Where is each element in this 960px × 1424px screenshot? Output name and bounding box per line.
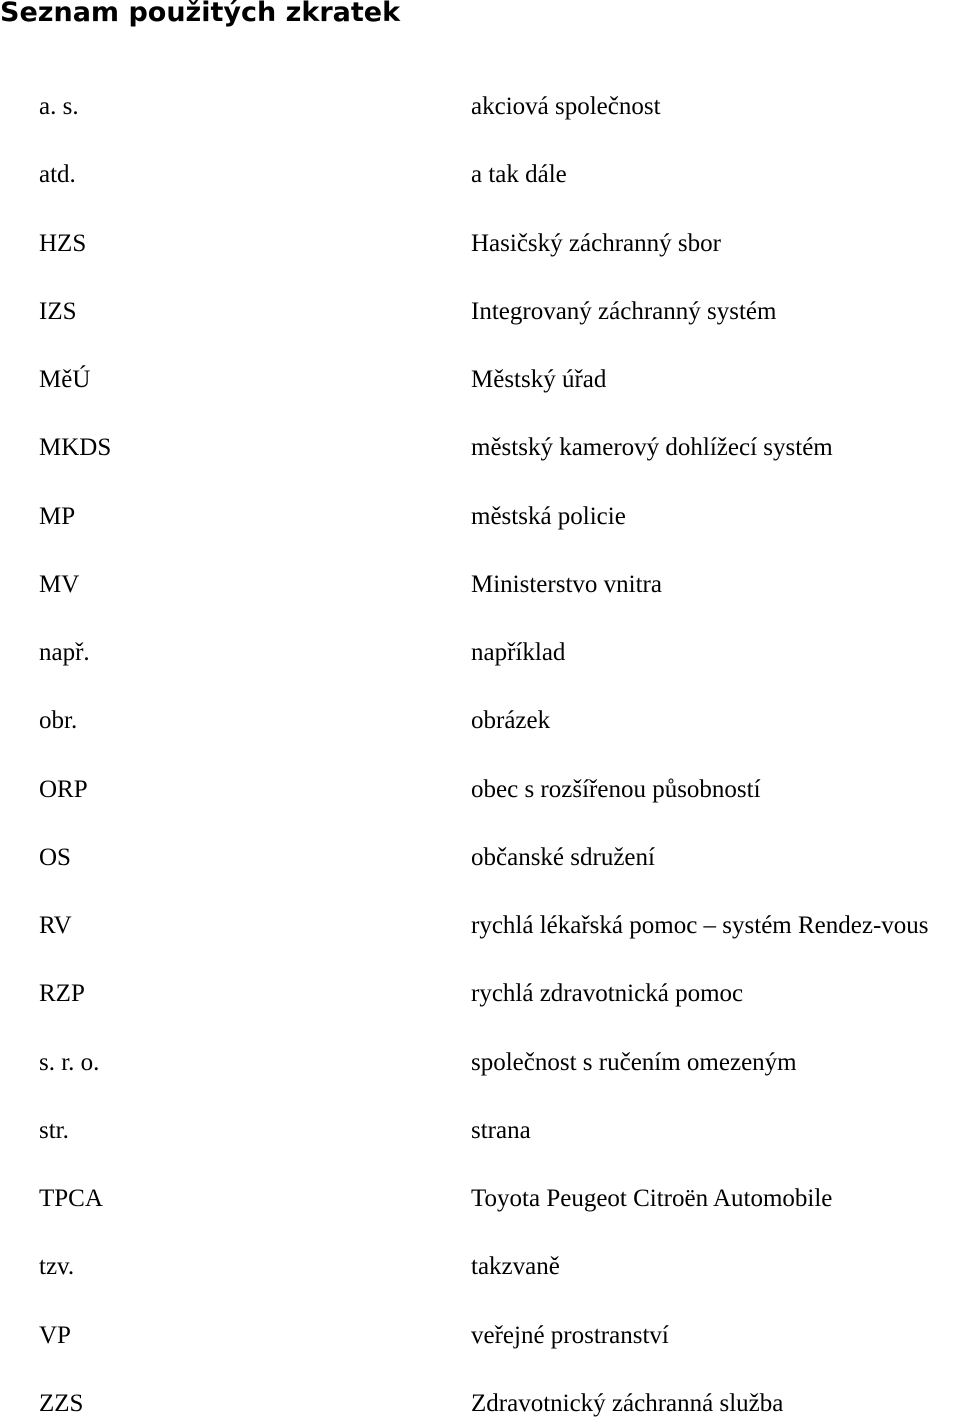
abbreviation-row: [0, 360, 960, 400]
page-title: Seznam použitých zkratek: [0, 0, 401, 28]
abbreviation-meaning: takzvaně: [471, 1253, 560, 1280]
abbreviation-term: RV: [39, 912, 72, 939]
abbreviation-term: IZS: [39, 298, 77, 325]
abbreviation-meaning: rychlá lékařská pomoc – systém Rendez-vous: [471, 912, 929, 939]
abbreviation-meaning: městský kamerový dohlížecí systém: [471, 434, 833, 461]
abbreviation-meaning: strana: [471, 1117, 531, 1144]
abbreviation-row: [0, 1247, 960, 1287]
abbreviation-row: [0, 906, 960, 946]
abbreviation-row: [0, 701, 960, 741]
abbreviation-meaning: Hasičský záchranný sbor: [471, 230, 721, 257]
abbreviation-row: [0, 1179, 960, 1219]
abbreviation-row: [0, 87, 960, 127]
abbreviation-meaning: například: [471, 639, 566, 666]
abbreviation-row: [0, 428, 960, 468]
abbreviation-term: MKDS: [39, 434, 112, 461]
abbreviation-term: HZS: [39, 230, 87, 257]
abbreviation-term: atd.: [39, 161, 76, 188]
abbreviation-term: str.: [39, 1117, 69, 1144]
abbreviation-row: [0, 1316, 960, 1356]
abbreviation-meaning: Městský úřad: [471, 366, 607, 393]
abbreviation-meaning: rychlá zdravotnická pomoc: [471, 980, 744, 1007]
abbreviation-meaning: a tak dále: [471, 161, 567, 188]
abbreviation-term: a. s.: [39, 93, 79, 120]
abbreviation-row: [0, 633, 960, 673]
abbreviation-term: MěÚ: [39, 366, 91, 393]
abbreviation-term: OS: [39, 844, 71, 871]
abbreviation-meaning: společnost s ručením omezeným: [471, 1049, 797, 1076]
abbreviation-term: ZZS: [39, 1390, 84, 1417]
abbreviation-row: [0, 838, 960, 878]
abbreviation-term: ORP: [39, 776, 88, 803]
abbreviation-meaning: akciová společnost: [471, 93, 661, 120]
abbreviation-row: [0, 224, 960, 264]
abbreviation-term: MP: [39, 503, 76, 530]
abbreviation-meaning: veřejné prostranství: [471, 1322, 669, 1349]
abbreviation-row: [0, 1384, 960, 1424]
abbreviation-meaning: Toyota Peugeot Citroën Automobile: [471, 1185, 833, 1212]
abbreviation-term: MV: [39, 571, 80, 598]
abbreviation-meaning: obrázek: [471, 707, 551, 734]
abbreviation-row: [0, 292, 960, 332]
abbreviation-row: [0, 155, 960, 195]
abbreviation-meaning: obec s rozšířenou působností: [471, 776, 761, 803]
abbreviation-term: např.: [39, 639, 90, 666]
abbreviation-meaning: Zdravotnický záchranná služba: [471, 1390, 784, 1417]
abbreviation-row: [0, 1043, 960, 1083]
abbreviation-term: RZP: [39, 980, 85, 1007]
abbreviation-term: tzv.: [39, 1253, 75, 1280]
abbreviation-meaning: občanské sdružení: [471, 844, 655, 871]
abbreviation-meaning: Integrovaný záchranný systém: [471, 298, 777, 325]
abbreviation-row: [0, 565, 960, 605]
abbreviation-meaning: Ministerstvo vnitra: [471, 571, 662, 598]
abbreviation-term: s. r. o.: [39, 1049, 100, 1076]
abbreviation-row: [0, 1111, 960, 1151]
abbreviation-term: TPCA: [39, 1185, 103, 1212]
abbreviation-meaning: městská policie: [471, 503, 626, 530]
abbreviation-row: [0, 770, 960, 810]
abbreviation-row: [0, 974, 960, 1014]
abbreviation-term: VP: [39, 1322, 71, 1349]
abbreviation-row: [0, 497, 960, 537]
abbreviation-term: obr.: [39, 707, 78, 734]
